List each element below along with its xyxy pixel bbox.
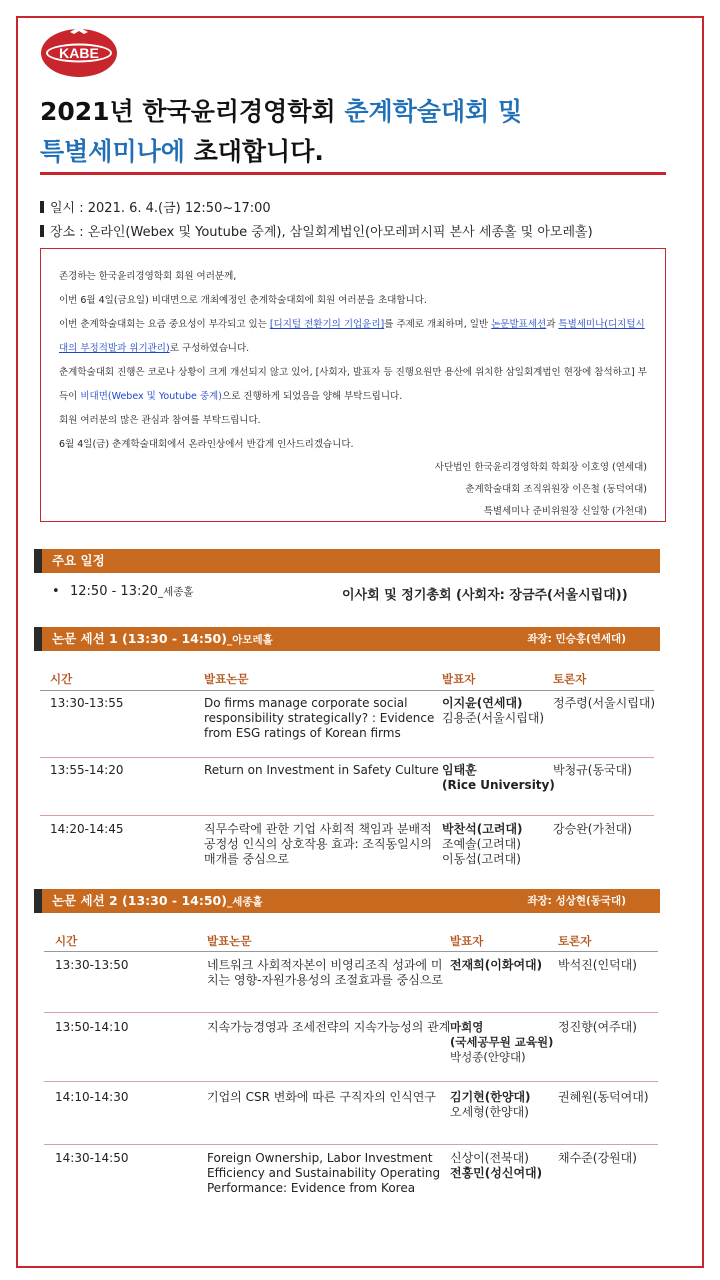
s1-r2-discussant: 박청규(동국대) xyxy=(553,763,632,777)
logo-text: KABE xyxy=(59,45,99,61)
session1-col-discussant: 토론자 xyxy=(553,672,587,686)
s1-r3-paper: 직무수락에 관한 기업 사회적 책임과 분배적 공정성 인식의 상호작용 효과: 조직동일시의 매개를 중심으로 xyxy=(204,822,432,866)
letter-sign-2: 춘계학술대회 조직위원장 이은철 (동덕여대) xyxy=(465,484,647,495)
s1-r1-time: 13:30-13:55 xyxy=(50,696,124,710)
s1-row-divider xyxy=(40,757,654,758)
s1-r3-presenter: 박찬석(고려대) 조예솔(고려대) 이동섭(고려대) xyxy=(442,822,523,866)
s2-r4-paper: Foreign Ownership, Labor Investment Efficiency and Sustainability Operating Performance: Evidence from Korea xyxy=(207,1151,441,1195)
event-place: 장소 : 온라인(Webex 및 Youtube 중계), 삼일회계법인(아모레퍼시픽 본사 세종홀 및 아모레홀) xyxy=(40,221,593,240)
s1-r1-discussant: 정주령(서울시립대) xyxy=(553,696,656,710)
session1-col-time: 시간 xyxy=(50,672,73,686)
letter-greeting: 존경하는 한국윤리경영학회 회원 여러분께, xyxy=(59,271,237,282)
s2-r2-discussant: 정진향(여주대) xyxy=(558,1020,637,1034)
s2-r3-discussant: 권혜원(동덕여대) xyxy=(558,1090,649,1104)
s1-r3-discussant: 강승완(가천대) xyxy=(553,822,632,836)
page-title: 2021년 한국윤리경영학회 춘계학술대회 및 특별세미나에 초대합니다. xyxy=(40,97,523,166)
session1-col-presenter: 발표자 xyxy=(442,672,476,686)
event-date: 일시 : 2021. 6. 4.(금) 12:50~17:00 xyxy=(40,197,271,216)
session2-col-time: 시간 xyxy=(55,934,78,948)
invitation-letter xyxy=(40,248,666,522)
s2-r3-paper: 기업의 CSR 변화에 따른 구직자의 인식연구 xyxy=(207,1090,436,1104)
s2-r2-presenter: 마희영 (국세공무원 교육원) 박성종(안양대) xyxy=(450,1020,554,1064)
session2-col-presenter: 발표자 xyxy=(450,934,484,948)
session2-col-discussant: 토론자 xyxy=(558,934,592,948)
kabe-logo xyxy=(40,26,118,78)
s1-row-divider xyxy=(40,815,654,816)
letter-sign-1: 사단법인 한국윤리경영학회 학회장 이호영 (연세대) xyxy=(434,462,647,473)
main-schedule-item: • 12:50 - 13:20_세종홀 이사회 및 정기총회 (사회자: 장금주(서울시립대)) xyxy=(52,584,628,603)
s1-r1-presenter: 이지윤(연세대) 김용준(서울시립대) xyxy=(442,696,545,725)
s2-row-divider xyxy=(44,1081,658,1082)
title-divider xyxy=(40,172,666,175)
session2-col-paper: 발표논문 xyxy=(207,934,252,948)
letter-p5: 6월 4일(금) 춘계학술대회에서 온라인상에서 반갑게 인사드리겠습니다. xyxy=(59,439,354,450)
s1-r2-paper: Return on Investment in Safety Culture xyxy=(204,763,439,777)
session1-header: 논문 세션 1 (13:30 - 14:50)_아모레홀 좌장: 민승홍(연세대) xyxy=(34,627,660,651)
s2-r1-discussant: 박석진(인덕대) xyxy=(558,958,637,972)
session1-header-line xyxy=(40,690,654,691)
s2-row-divider xyxy=(44,1012,658,1013)
s1-r2-presenter: 임태훈 (Rice University) xyxy=(442,763,555,792)
s2-row-divider xyxy=(44,1144,658,1145)
s2-r4-discussant: 채수준(강원대) xyxy=(558,1151,637,1165)
s2-r1-paper: 네트워크 사회적자본이 비영리조직 성과에 미 치는 영향-자원가용성의 조절효과를 중심으로 xyxy=(207,958,444,987)
letter-p3: 춘계학술대회 진행은 코로나 상황이 크게 개선되지 않고 있어, [사회자, 발표자 등 진행요원만 용산에 위치한 삼일회계법인 현장에 참석하고] 부득이 비대면(Webex 및 Youtube 중계)으로 진행하게 되었음을 양해 부탁드립니다. xyxy=(59,367,647,402)
session1-chair: 좌장: 민승홍(연세대) xyxy=(527,633,626,645)
main-schedule-event: 이사회 및 정기총회 (사회자: 장금주(서울시립대)) xyxy=(342,588,628,603)
s2-r1-presenter: 전재희(이화여대) xyxy=(450,958,543,972)
letter-p4: 회원 여러분의 많은 관심과 참여를 부탁드립니다. xyxy=(59,415,261,426)
main-schedule-header: 주요 일정 xyxy=(34,549,660,573)
s1-r1-paper: Do firms manage corporate social responsibility strategically? : Evidence from ESG ratings of Korean firms xyxy=(204,696,435,740)
s2-r4-time: 14:30-14:50 xyxy=(55,1151,129,1165)
s2-r1-time: 13:30-13:50 xyxy=(55,958,129,972)
session2-chair: 좌장: 성상현(동국대) xyxy=(527,895,626,907)
session2-header-line xyxy=(44,951,658,952)
letter-p2: 이번 춘계학술대회는 요즘 중요성이 부각되고 있는 [디지털 전환기의 기업윤리]를 주제로 개최하며, 일반 논문발표세션과 특별세미나(디지털시대의 부정적발과 위기관리)로 구성하였습니다. xyxy=(59,319,645,354)
s1-r3-time: 14:20-14:45 xyxy=(50,822,124,836)
session1-col-paper: 발표논문 xyxy=(204,672,249,686)
s2-r2-paper: 지속가능경영과 조세전략의 지속가능성의 관계 xyxy=(207,1020,451,1034)
s1-r2-time: 13:55-14:20 xyxy=(50,763,124,777)
s2-r4-presenter: 신상이(전북대) 전홍민(성신여대) xyxy=(450,1151,543,1180)
s2-r3-time: 14:10-14:30 xyxy=(55,1090,129,1104)
s2-r2-time: 13:50-14:10 xyxy=(55,1020,129,1034)
session2-header: 논문 세션 2 (13:30 - 14:50)_세종홀 좌장: 성상현(동국대) xyxy=(34,889,660,913)
letter-p1: 이번 6월 4일(금요일) 비대면으로 개최예정인 춘계학술대회에 회원 여러분을 초대합니다. xyxy=(59,295,427,306)
letter-sign-3: 특별세미나 준비위원장 신일항 (가천대) xyxy=(483,506,647,517)
s2-r3-presenter: 김기현(한양대) 오세형(한양대) xyxy=(450,1090,531,1119)
